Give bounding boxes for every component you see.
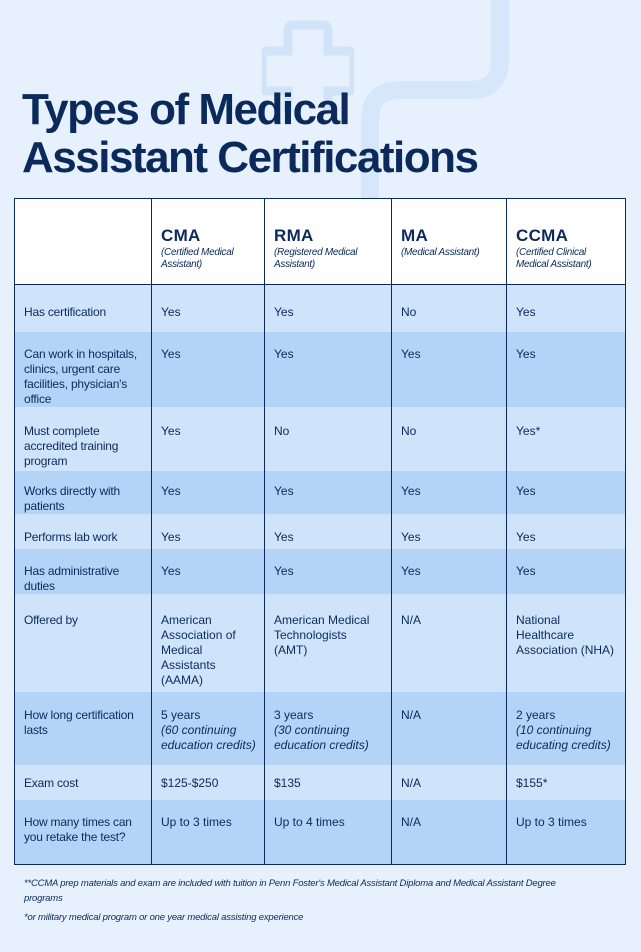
title-line-1: Types of Medical bbox=[22, 85, 350, 134]
cell-value: $155* bbox=[516, 775, 548, 790]
column-full-name: (Registered Medical Assistant) bbox=[274, 247, 358, 270]
table-cell bbox=[265, 514, 392, 549]
table-row bbox=[15, 407, 626, 471]
cell-value: Yes bbox=[516, 483, 536, 498]
cell-value: 5 years bbox=[161, 707, 201, 722]
table-cell bbox=[152, 549, 265, 594]
cell-value: Yes bbox=[161, 483, 181, 498]
cell-value: Yes bbox=[161, 305, 181, 319]
cell-value: $135 bbox=[274, 775, 301, 790]
cell-value: American Medical Technologists (AMT) bbox=[274, 612, 370, 657]
table-cell bbox=[392, 407, 507, 471]
table-cell bbox=[265, 285, 392, 332]
table-cell bbox=[265, 471, 392, 514]
table-cell bbox=[152, 594, 265, 692]
table-cell bbox=[507, 692, 626, 765]
cell-value: Up to 4 times bbox=[274, 814, 345, 829]
column-header-ccma bbox=[507, 199, 626, 285]
table-cell bbox=[265, 692, 392, 765]
table-cell bbox=[265, 765, 392, 800]
cell-note: (60 continuing education credits) bbox=[161, 722, 256, 752]
cell-value: Yes bbox=[274, 529, 294, 544]
cell-value: Yes bbox=[516, 346, 536, 361]
cell-value: Yes bbox=[401, 563, 421, 578]
table-cell bbox=[152, 800, 265, 865]
table-cell bbox=[392, 765, 507, 800]
row-label: How long certification lasts bbox=[15, 692, 152, 765]
column-full-name: (Certified Medical Assistant) bbox=[161, 247, 234, 270]
table-cell bbox=[152, 514, 265, 549]
row-label: Can work in hospitals, clinics, urgent care facilities, physician's office bbox=[15, 332, 152, 407]
table-row bbox=[15, 332, 626, 407]
table-cell bbox=[507, 471, 626, 514]
table-cell bbox=[392, 285, 507, 332]
row-label: Must complete accredited training program bbox=[15, 407, 152, 471]
table-cell bbox=[507, 407, 626, 471]
cell-value: Yes bbox=[401, 346, 421, 361]
table-cell bbox=[265, 549, 392, 594]
column-full-name: (Certified Clinical Medical Assistant) bbox=[516, 247, 592, 270]
table-cell bbox=[265, 594, 392, 692]
cell-value: Yes bbox=[274, 483, 294, 498]
cell-value: Yes bbox=[401, 529, 421, 544]
table-cell bbox=[265, 332, 392, 407]
table-row bbox=[15, 765, 626, 800]
table-header-row bbox=[15, 199, 626, 285]
cell-value: No bbox=[401, 423, 417, 438]
row-label: Has certification bbox=[15, 285, 152, 332]
table-cell bbox=[152, 407, 265, 471]
cell-value: Yes bbox=[161, 346, 181, 361]
cell-value: N/A bbox=[401, 814, 422, 829]
table-body bbox=[15, 285, 626, 865]
table-cell bbox=[152, 471, 265, 514]
header-empty-cell bbox=[15, 199, 152, 285]
table-row bbox=[15, 692, 626, 765]
row-label: Offered by bbox=[15, 594, 152, 692]
table-cell bbox=[507, 285, 626, 332]
cell-value: Yes bbox=[516, 563, 536, 578]
table-cell bbox=[392, 549, 507, 594]
cell-value: Yes* bbox=[516, 423, 541, 438]
column-header-cma bbox=[152, 199, 265, 285]
cell-note: (30 continuing education credits) bbox=[274, 722, 369, 752]
row-label: How many times can you retake the test? bbox=[15, 800, 152, 865]
table-cell bbox=[152, 332, 265, 407]
column-code: MA bbox=[401, 226, 429, 245]
column-code: CCMA bbox=[516, 226, 569, 245]
column-header-rma bbox=[265, 199, 392, 285]
table-cell bbox=[507, 800, 626, 865]
table-cell bbox=[507, 514, 626, 549]
row-label: Has administrative duties bbox=[15, 549, 152, 594]
table-cell bbox=[392, 594, 507, 692]
column-full-name: (Medical Assistant) bbox=[401, 247, 480, 258]
column-code: RMA bbox=[274, 226, 314, 245]
cell-value: Yes bbox=[274, 305, 294, 319]
cell-value: N/A bbox=[401, 612, 422, 627]
table-row bbox=[15, 549, 626, 594]
table-cell bbox=[507, 549, 626, 594]
cell-value: American Association of Medical Assistants (AAMA) bbox=[161, 612, 236, 687]
cell-value: Yes bbox=[401, 483, 421, 498]
table-row bbox=[15, 514, 626, 549]
table-cell bbox=[265, 407, 392, 471]
cell-value: Yes bbox=[516, 529, 536, 544]
page-title bbox=[22, 86, 477, 182]
table-cell bbox=[392, 471, 507, 514]
table-cell bbox=[392, 800, 507, 865]
cell-value: Yes bbox=[161, 423, 181, 438]
cell-value: National Healthcare Association (NHA) bbox=[516, 612, 615, 657]
cell-value: Up to 3 times bbox=[161, 814, 232, 829]
cell-value: Up to 3 times bbox=[516, 814, 587, 829]
table-cell bbox=[392, 514, 507, 549]
cell-value: N/A bbox=[401, 775, 422, 790]
cell-value: N/A bbox=[401, 707, 422, 722]
table-row bbox=[15, 800, 626, 865]
cell-value: No bbox=[274, 423, 290, 438]
footnote-ccma-tuition: **CCMA prep materials and exam are included with tuition in Penn Foster's Medical Assistant Diploma and Medical Assistant Degree programs bbox=[24, 878, 556, 904]
table-row bbox=[15, 594, 626, 692]
cell-value: Yes bbox=[274, 346, 294, 361]
table-cell bbox=[152, 765, 265, 800]
column-header-ma bbox=[392, 199, 507, 285]
cell-value: 3 years bbox=[274, 707, 314, 722]
cell-note: (10 continuing educating credits) bbox=[516, 722, 611, 752]
cell-value: No bbox=[401, 305, 417, 319]
table-row bbox=[15, 285, 626, 332]
table-cell bbox=[392, 692, 507, 765]
row-label: Works directly with patients bbox=[15, 471, 152, 514]
cell-value: Yes bbox=[516, 305, 536, 319]
cell-value: 2 years bbox=[516, 707, 556, 722]
row-label: Performs lab work bbox=[15, 514, 152, 549]
row-label: Exam cost bbox=[15, 765, 152, 800]
table-cell bbox=[507, 332, 626, 407]
table-row bbox=[15, 471, 626, 514]
cell-value: Yes bbox=[274, 563, 294, 578]
cell-value: $125-$250 bbox=[161, 775, 219, 790]
table-cell bbox=[392, 332, 507, 407]
cell-value: Yes bbox=[161, 563, 181, 578]
table-cell bbox=[265, 800, 392, 865]
column-code: CMA bbox=[161, 226, 201, 245]
footnote-ccma-eligibility: *or military medical program or one year medical assisting experience bbox=[24, 912, 304, 923]
table-cell bbox=[152, 692, 265, 765]
table-cell bbox=[507, 594, 626, 692]
table-cell bbox=[152, 285, 265, 332]
cell-value: Yes bbox=[161, 529, 181, 544]
certification-comparison-table bbox=[14, 198, 626, 865]
table-cell bbox=[507, 765, 626, 800]
title-line-2: Assistant Certifications bbox=[22, 133, 478, 182]
